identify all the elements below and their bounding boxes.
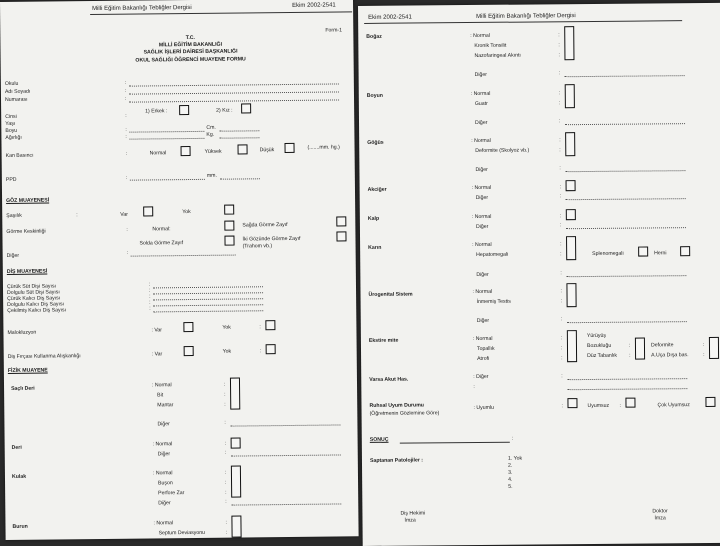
mental-label: Ruhsal Uyum Durumu: [369, 402, 424, 409]
hair-option: Bit: [157, 392, 164, 399]
hair-option: : Normal: [151, 382, 172, 389]
title-line: OKUL SAĞLIĞI ÖĞRENCİ MUAYENE FORMU: [135, 56, 246, 64]
dental-input[interactable]: [153, 292, 263, 294]
bp-low-label: Düşük: [259, 147, 275, 154]
dental-field: Çekilmiş Kalıcı Diş Sayısı: [7, 307, 67, 314]
splenomegaly-checkbox[interactable]: [638, 246, 648, 256]
dental-field: Çürük Kalıcı Diş Sayısı: [7, 295, 61, 302]
lungs-other-input[interactable]: [566, 198, 686, 200]
mental-bad-checkbox[interactable]: [625, 398, 635, 408]
throat-option: : Normal: [470, 32, 490, 40]
header-rule: [364, 20, 682, 24]
gender-female-label: 2) Kız :: [216, 107, 233, 114]
mental-very-bad-checkbox[interactable]: [705, 397, 715, 407]
header-date: Ekim 2002-2541: [292, 2, 336, 9]
acute-input-2[interactable]: [567, 388, 687, 390]
bp-label: Kan Basıncı: [5, 152, 34, 159]
vision-right-checkbox[interactable]: [336, 216, 346, 226]
maloc-no-label: Yok: [222, 324, 231, 331]
ext-option: : Normal: [472, 335, 493, 343]
urogenital-checkboxes[interactable]: [566, 283, 576, 307]
pathology-label: Saptanan Patolojiler :: [369, 457, 424, 464]
chest-option: Deformite (Skolyoz vb.): [475, 147, 530, 154]
neck-option: : Normal: [470, 90, 491, 98]
skin-checkbox[interactable]: [231, 438, 241, 449]
ear-option: Diğer: [158, 500, 171, 507]
ppd-unit: mm.: [206, 172, 217, 179]
abdomen-option: Diğer: [476, 271, 489, 278]
male-checkbox[interactable]: [179, 105, 189, 115]
brush-no-label: Yok: [222, 348, 232, 355]
height-input[interactable]: [129, 131, 204, 133]
dental-field: Çürük Süt Dişi Sayısı: [6, 283, 57, 290]
extremity-checkboxes[interactable]: [567, 330, 577, 362]
ear-other-input[interactable]: [231, 503, 341, 505]
lungs-label: Akciğer: [367, 186, 387, 193]
heart-checkbox[interactable]: [566, 209, 576, 220]
pathology-item: 4.: [508, 476, 513, 483]
chest-label: Göğüs: [367, 139, 384, 146]
form-page-left: Milli Eğitim Bakanlığı Tebliğler Dergisi Ekim 2002-2541 Form-1 T.C. MİLLİ EĞİTİM BAKANLIĞI SAĞLIK İŞLERİ DAİRESİ BAŞKANLIĞI OKUL SAĞLIĞI ÖĞRENCİ MUAYENE FORMU Okulu Adı Soyadı Numarası : : : Cinsi : 1) Erkek : 2) Kız : Yaşı Boyu : Cm. Ağırlığı : Kg. Kan Basıncı : Normal Yüksek Düşük (.......mm. hg.) PPD : mm. GÖZ MUAYENESİ Şaşılık : Var Yok Görme Keskinliği : Normal: Sağda Görme Zayıf Solda Görme Zayıf İki Gözünde Görme Zayıf (Trahom vb.) Diğer : DİŞ MUAYENESİ Çürük Süt Dişi Sayısı Dolgulu Süt Dişi Sayısı Çürük Kalıcı Diş Sayısı Dolgulu Kalıcı Diş Sayısı Çekilmiş Kalıcı Diş Sayısı : : : : : Malokluzyon : Var Yok : Diş Fırçası Kullanma Alışkanlığı : Var Yok : FİZİK MUAYENE Saçlı Deri : Normal Bit Mantar Diğer : : : : Deri : Normal Diğer : : Kulak : Normal Buşon Perfore Zar Diğer : : : : Burun : Normal Septum Deviasyonu : :: [0, 0, 359, 540]
vision-right-label: Sağda Görme Zayıf: [242, 222, 288, 229]
female-checkbox[interactable]: [241, 103, 251, 113]
dental-input[interactable]: [153, 298, 263, 300]
dentist-label: Diş Hekimi: [400, 510, 426, 517]
neck-label: Boyun: [366, 92, 383, 99]
title-line: T.C.: [185, 34, 196, 42]
ear-option: : Normal: [152, 470, 173, 477]
physical-section-title: FİZİK MUAYENE: [7, 367, 48, 374]
maloc-no-checkbox[interactable]: [265, 320, 275, 330]
acute-option: : Diğer: [473, 373, 489, 381]
uro-option: : Normal: [472, 288, 493, 296]
skin-other-input[interactable]: [231, 454, 341, 456]
name-input[interactable]: [129, 91, 339, 94]
gender-male-label: 1) Erkek :: [145, 108, 168, 115]
form-title: [120, 35, 260, 63]
dental-input[interactable]: [153, 304, 263, 306]
dental-input[interactable]: [153, 310, 263, 312]
ear-checkboxes[interactable]: [231, 466, 241, 498]
ppd-input[interactable]: [130, 179, 205, 181]
result-rule: [400, 442, 510, 444]
abdomen-other-input[interactable]: [566, 275, 686, 277]
heart-option: : Normal: [471, 213, 492, 221]
skin-option: Diğer: [157, 451, 171, 458]
throat-option: Nazofaringeal Akıntı: [474, 52, 521, 59]
school-input[interactable]: [129, 83, 339, 86]
doctor-signature-label: İmza: [654, 515, 666, 522]
extremity-label: Ekstire mite: [368, 337, 399, 344]
mental-ok-checkbox[interactable]: [567, 398, 577, 408]
result-colon: :: [511, 435, 514, 442]
weight-unit: Kg.: [206, 131, 215, 138]
hernia-label: Herni: [654, 250, 667, 257]
hair-label: Saçlı Deri: [11, 385, 35, 392]
chest-option: : Normal: [471, 137, 491, 145]
skin-option: : Normal: [152, 441, 173, 448]
eye-other-input[interactable]: [131, 255, 236, 257]
form-number: Form-1: [325, 27, 343, 34]
header-date: Ekim 2002-2541: [368, 14, 412, 21]
bp-unit: (.......mm. hg.): [307, 144, 340, 151]
throat-checkboxes[interactable]: [564, 26, 574, 60]
ext-right-option: Deformite: [650, 342, 674, 349]
uro-option: İnmemiş Testis: [476, 298, 511, 305]
field-school-label: Okulu: [4, 80, 19, 87]
acute-label: Varsa Akut Has.: [369, 376, 409, 383]
hair-checkboxes[interactable]: [230, 378, 240, 410]
pathology-item: 3.: [508, 469, 513, 476]
neck-option: Diğer: [474, 119, 488, 126]
vision-normal-checkbox[interactable]: [224, 221, 234, 231]
hernia-checkbox[interactable]: [680, 246, 690, 256]
nose-label: Burun: [12, 523, 28, 530]
bp-high-checkbox[interactable]: [238, 144, 248, 154]
dental-input[interactable]: [153, 286, 263, 288]
dental-field: Dolgulu Süt Dişi Sayısı: [7, 289, 60, 296]
mental-ok-label: : Uyumlu: [473, 404, 495, 412]
throat-other-input[interactable]: [565, 75, 685, 77]
chest-other-input[interactable]: [565, 170, 685, 172]
ext-right-option: A.Uça Dışa bas.: [651, 352, 689, 359]
neck-other-input[interactable]: [565, 123, 685, 125]
field-number-label: Numarası: [4, 96, 28, 103]
bp-normal-checkbox[interactable]: [181, 146, 191, 156]
age-label: Yaşı: [5, 120, 16, 127]
header-ministry: Milli Eğitim Bakanlığı Tebliğler Dergisi: [92, 4, 192, 13]
vision-label: Görme Keskinliği: [6, 228, 46, 235]
chest-checkboxes[interactable]: [565, 132, 575, 156]
chest-option: Diğer: [475, 166, 488, 173]
dental-field: Dolgulu Kalıcı Diş Sayısı: [7, 301, 64, 308]
maloc-yes-checkbox[interactable]: [183, 322, 193, 332]
lungs-option: : Normal: [471, 184, 492, 192]
number-input[interactable]: [129, 99, 339, 102]
uro-other-input[interactable]: [567, 321, 687, 323]
ppd-label: PPD: [5, 176, 17, 183]
skin-label: Deri: [11, 444, 22, 451]
hair-option: Mantar: [157, 402, 174, 409]
brush-label: Diş Fırçası Kullanma Alışkanlığı: [7, 353, 81, 360]
maloc-yes-label: : Var: [151, 327, 163, 334]
result-title: SONUÇ: [369, 436, 389, 443]
mental-very-bad-label: Çok Uyumsuz: [657, 402, 690, 409]
splenomegaly-label: Splenomegali: [592, 250, 624, 257]
neck-checkboxes[interactable]: [565, 84, 575, 108]
maloc-label: Malokluzyon: [7, 329, 37, 336]
squint-label: Şaşılık: [6, 212, 22, 219]
brush-yes-label: : Var: [151, 351, 163, 358]
abdomen-label: Karın: [368, 244, 382, 251]
throat-option: Kronik Tonsilit: [474, 42, 507, 49]
dental-section-title: DİŞ MUAYENESİ: [6, 268, 48, 275]
field-name-label: Adı Soyadı: [4, 88, 31, 95]
ext-mid-option: Yürüyüş: [586, 332, 606, 340]
hair-option: Diğer: [157, 421, 170, 428]
nose-option: Septum Deviasyonu: [158, 529, 206, 537]
header-rule: [90, 11, 352, 15]
abdomen-option: : Normal: [472, 241, 492, 249]
dentist-signature-label: İmza: [404, 517, 416, 524]
acute-option: :: [473, 383, 475, 391]
throat-label: Boğaz: [366, 33, 382, 40]
height-unit: Cm.: [206, 124, 216, 131]
abdomen-option: Hepatomegali: [476, 251, 509, 258]
vision-normal-label: Normal:: [152, 226, 171, 233]
ext-mid-option: Düz Tabanlık: [587, 352, 617, 360]
urogenital-label: Ürogenital Sistem: [368, 291, 413, 298]
vision-both-checkbox[interactable]: [336, 231, 346, 241]
mental-bad-label: Uyumsuz: [587, 402, 610, 410]
gender-label: Cinsi: [5, 113, 17, 120]
lungs-option: Diğer: [475, 194, 489, 201]
squint-yes-label: Var: [120, 211, 128, 218]
doctor-label: Doktor: [652, 508, 668, 515]
heart-label: Kalp: [367, 215, 380, 222]
brush-no-checkbox[interactable]: [266, 344, 276, 354]
lungs-checkbox[interactable]: [566, 180, 576, 191]
header-ministry: Milli Eğitim Bakanlığı Tebliğler Dergisi: [476, 13, 576, 20]
brush-yes-checkbox[interactable]: [184, 346, 194, 356]
pathology-item: 5.: [508, 483, 513, 490]
ext-mid-checkboxes[interactable]: [635, 338, 645, 360]
hair-other-input[interactable]: [230, 424, 340, 426]
neck-option: Guatr: [474, 100, 488, 107]
pathology-item: 2.: [507, 462, 513, 469]
nose-option: : Normal: [153, 520, 174, 527]
squint-no-label: Yok: [182, 209, 191, 216]
ext-right-checkboxes[interactable]: [709, 337, 719, 359]
form-page-right: Ekim 2002-2541 Milli Eğitim Bakanlığı Tebliğler Dergisi Boğaz : Normal Kronik Tonsilit Nazofaringeal Akıntı Diğer : : : : Boyun : Normal Guatr Diğer : : : Göğüs : Normal Deformite (Skolyoz vb.) Diğer : : : Akciğer : Normal Diğer : : Kalp : Normal Diğer : : Karın : Normal Hepatomegali Diğer : : Splenomegali Herni : Ürogenital Sistem : Normal İnmemiş Testis Diğer : : : Ekstire mite : Normal Topallık Atrofi : : : Yürüyüş Bozukluğu Düz Tabanlık : : Deformite A.Uça Dışa bas. : : Varsa Akut Has. : Diğer : : Ruhsal Uyum Durumu (Öğretmenin Gözlemine Göre) : Uyumlu : Uyumsuz : Çok Uyumsuz SONUÇ : Saptanan Patolojiler : 1. Yok 2. 3. 4. 5. Diş Hekimi İmza Doktor İmza: [358, 3, 720, 546]
ext-mid-option: Bozukluğu: [586, 342, 612, 350]
title-line: SAĞLIK İŞLERİ DAİRESİ BAŞKANLIĞI: [143, 48, 238, 56]
vision-left-checkbox[interactable]: [224, 236, 234, 246]
bp-low-checkbox[interactable]: [284, 143, 294, 153]
pathology-item: 1. Yok: [507, 455, 523, 462]
acute-input[interactable]: [567, 378, 687, 380]
abdomen-checkboxes[interactable]: [566, 236, 576, 260]
throat-option: Diğer: [474, 71, 488, 78]
ext-option: Atrofi: [477, 355, 490, 362]
ext-option: Topallık: [476, 345, 495, 352]
ear-option: Perfore Zar: [158, 490, 185, 497]
title-line: MİLLİ EĞİTİM BAKANLIĞI: [158, 41, 223, 49]
uro-option: Diğer: [476, 317, 490, 324]
nose-checkboxes[interactable]: [231, 516, 241, 538]
height-label: Boyu: [5, 127, 18, 134]
eye-other-label: Diğer: [6, 252, 20, 259]
heart-other-input[interactable]: [566, 227, 686, 229]
heart-option: Diğer: [475, 223, 489, 230]
ear-option: Buşon: [158, 480, 173, 487]
bp-high-label: Yüksek: [204, 148, 222, 155]
vision-left-label: Solda Görme Zayıf: [139, 240, 184, 247]
weight-label: Ağırlığı: [5, 134, 22, 141]
weight-input[interactable]: [129, 138, 204, 140]
squint-no-checkbox[interactable]: [224, 205, 234, 215]
vision-both-label: İki Gözünde Görme Zayıf: [242, 235, 301, 243]
vision-trahom-label: (Trahom vb.): [242, 243, 273, 250]
ear-label: Kulak: [11, 473, 27, 480]
mental-sub-label: (Öğretmenin Gözlemine Göre): [369, 410, 440, 417]
eye-section-title: GÖZ MUAYENESİ: [6, 197, 50, 204]
bp-normal-label: Normal: [149, 150, 167, 157]
squint-yes-checkbox[interactable]: [143, 206, 153, 216]
